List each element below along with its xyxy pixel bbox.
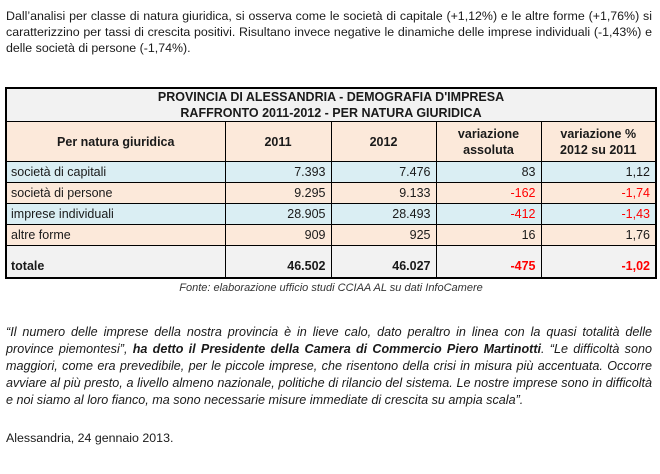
intro-paragraph: Dall’analisi per classe di natura giuridica, si osserva come le società di capitale (+1,12%) e le altre forme (+1,76%) si caratterizzino per tassi di crescita positivi. Risultano invece negative le dinamiche delle imprese individuali (-1,43%) e delle società di persone (-1,74%). — [6, 9, 652, 55]
value-2012: 28.493 — [331, 204, 436, 225]
value-variazione-assoluta: 16 — [436, 225, 541, 246]
column-header-variazione-percento — [541, 122, 656, 162]
value-variazione-assoluta: -412 — [436, 204, 541, 225]
value-variazione-percento: 1,76 — [541, 225, 656, 246]
dateline: Alessandria, 24 gennaio 2013. — [6, 431, 174, 445]
value-2012: 7.476 — [331, 162, 436, 183]
value-variazione-percento: -1,43 — [541, 204, 656, 225]
table-title — [6, 88, 656, 122]
table-row-altre-forme — [6, 225, 656, 246]
value-variazione-assoluta: 83 — [436, 162, 541, 183]
value-2012: 9.133 — [331, 183, 436, 204]
value-2011: 909 — [225, 225, 331, 246]
total-2012: 46.027 — [331, 246, 436, 279]
table-source-note: Fonte: elaborazione ufficio studi CCIAA AL su dati InfoCamere — [179, 282, 483, 294]
total-2011: 46.502 — [225, 246, 331, 279]
header-line-variazione: variazione — [457, 126, 520, 141]
total-label: totale — [6, 246, 225, 279]
row-label: altre forme — [6, 225, 225, 246]
table-header-row — [6, 122, 656, 162]
header-line-assoluta: assoluta — [463, 142, 514, 157]
value-variazione-percento: -1,74 — [541, 183, 656, 204]
row-label: imprese individuali — [6, 204, 225, 225]
value-variazione-assoluta: -162 — [436, 183, 541, 204]
row-label: società di persone — [6, 183, 225, 204]
header-line-2012-su-2011: 2012 su 2011 — [560, 142, 637, 157]
total-variazione-assoluta: -475 — [436, 246, 541, 279]
table-row-totale — [6, 246, 656, 279]
quote-paragraph — [6, 324, 652, 409]
quote-speaker-attribution: ha detto il Presidente della Camera di Commercio Piero Martinotti — [132, 342, 542, 356]
table-title-line1: PROVINCIA DI ALESSANDRIA - DEMOGRAFIA D'IMPRESA — [157, 90, 505, 104]
table-row-imprese-individuali — [6, 204, 656, 225]
table-title-row — [6, 88, 656, 122]
column-header-variazione-assoluta — [436, 122, 541, 162]
header-line-variazione-pct: variazione % — [560, 126, 637, 141]
value-variazione-percento: 1,12 — [541, 162, 656, 183]
column-header-natura-giuridica: Per natura giuridica — [6, 122, 225, 162]
table-row-societa-di-persone — [6, 183, 656, 204]
value-2011: 28.905 — [225, 204, 331, 225]
value-2011: 9.295 — [225, 183, 331, 204]
table-title-line2: RAFFRONTO 2011-2012 - PER NATURA GIURIDICA — [180, 106, 482, 120]
value-2012: 925 — [331, 225, 436, 246]
quote-opening: “Il numero delle imprese della nostra provincia è in lieve calo, dato peraltro in linea con la quasi totalità delle province piemontesi”, — [6, 325, 652, 356]
column-header-2012: 2012 — [331, 122, 436, 162]
demography-table — [5, 87, 657, 279]
total-variazione-percento: -1,02 — [541, 246, 656, 279]
column-header-2011: 2011 — [225, 122, 331, 162]
quote-continuation: . “Le difficoltà sono maggiori, come era prevedibile, per le piccole imprese, che risentono della crisi in misura più accentuata. Occorre avviare al più presto, a livello almeno nazionale, politiche di rilancio del sistema. Le nostre imprese sono in difficoltà e noi siamo al loro fianco, ma sono necessarie misure immediate di crescita su ampia scala”. — [6, 342, 652, 407]
row-label: società di capitali — [6, 162, 225, 183]
table-row-societa-di-capitali — [6, 162, 656, 183]
value-2011: 7.393 — [225, 162, 331, 183]
